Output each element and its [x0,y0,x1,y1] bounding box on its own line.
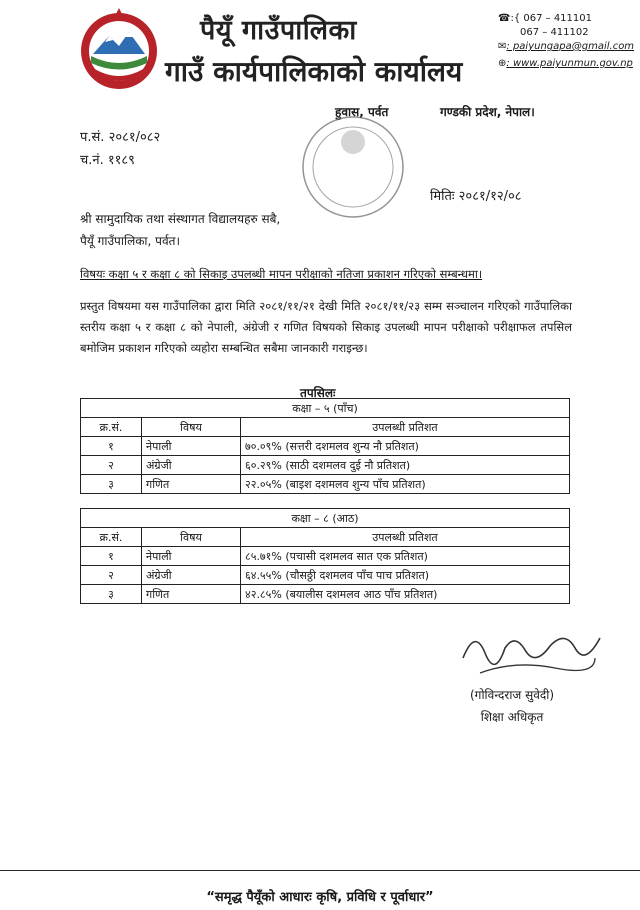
municipality-logo [76,6,162,96]
cell-subject: गणित [142,585,241,604]
phone-2: 067 – 411102 [520,27,589,38]
table-title: कक्षा – ५ (पाँच) [81,399,570,418]
subject-line: विषयः कक्षा ५ र कक्षा ८ को सिकाइ उपलब्धी मापन परीक्षाको नतिजा प्रकाशन गरिएको सम्बन्धमा। [80,267,483,281]
recipient-block [80,208,280,252]
cell-sn: ३ [81,585,142,604]
dispatch-number: च.नं. ११८९ [80,153,135,168]
globe-icon: ⊕ [498,58,507,69]
cell-sn: २ [81,566,142,585]
table-row [81,585,570,604]
col-header-percent: उपलब्धी प्रतिशत [241,418,570,437]
tapsil-heading: तपसिलः [300,386,336,400]
col-header-sn: क्र.सं. [81,418,142,437]
col-header-percent: उपलब्धी प्रतिशत [241,528,570,547]
letter-date: मितिः २०८१/१२/०८ [430,189,522,204]
results-table-grade-5 [80,398,570,494]
signature [455,618,605,692]
table-row [81,456,570,475]
cell-subject: नेपाली [142,437,241,456]
cell-subject: नेपाली [142,547,241,566]
recipient-line-1: श्री सामुदायिक तथा संस्थागत विद्यालयहरु सबै, [80,212,281,226]
footer-divider [0,870,640,871]
municipality-name: पैयूँ गाउँपालिका [200,15,357,46]
table-row [81,475,570,494]
cell-sn: १ [81,547,142,566]
footer-slogan: “समृद्ध पैयूँको आधारः कृषि, प्रविधि र पूर्वाधार” [206,890,434,905]
signer-name: (गोविन्दराज सुवेदी) [470,688,555,702]
col-header-sn: क्र.सं. [81,528,142,547]
table-title: कक्षा – ८ (आठ) [81,509,570,528]
cell-percent: २२.०५% (बाइश दशमलव शुन्य पाँच प्रतिशत) [241,475,570,494]
cell-subject: अंग्रेजी [142,566,241,585]
phone-icon: ☎: [498,13,514,24]
cell-percent: ६०.२९% (साठी दशमलव दुई नौ प्रतिशत) [241,456,570,475]
cell-sn: ३ [81,475,142,494]
email-link[interactable]: : paiyungapa@gmail.com [506,41,635,52]
cell-percent: ७०.०९% (सत्तरी दशमलव शुन्य नौ प्रतिशत) [241,437,570,456]
cell-percent: ४२.८५% (बयालीस दशमलव आठ पाँच प्रतिशत) [241,585,570,604]
results-table-grade-8 [80,508,570,604]
reference-number: प.सं. २०८१/०८२ [80,130,161,145]
cell-percent: ८५.७१% (पचासी दशमलव सात एक प्रतिशत) [241,547,570,566]
col-header-subject: विषय [142,418,241,437]
cell-sn: १ [81,437,142,456]
cell-percent: ६४.५५% (चौसठ्ठी दशमलव पाँच पाच प्रतिशत) [241,566,570,585]
col-header-subject: विषय [142,528,241,547]
office-address: हुवास, पर्वत [335,105,389,119]
website-link[interactable]: : www.paiyunmun.gov.np [506,58,633,69]
table-row [81,437,570,456]
table-row [81,547,570,566]
email-icon: ✉ [498,41,507,52]
province: गण्डकी प्रदेश, नेपाल। [440,105,535,119]
contact-block: ☎:{ 067 – 411101 067 – 411102 ✉: paiyungapa@gmail.com ⊕: www.paiyunmun.gov.np [498,13,635,69]
office-name: गाउँ कार्यपालिकाको कार्यालय [165,55,463,88]
cell-sn: २ [81,456,142,475]
cell-subject: अंग्रेजी [142,456,241,475]
cell-subject: गणित [142,475,241,494]
body-paragraph: प्रस्तुत विषयमा यस गाउँपालिका द्वारा मिति २०८१/११/२१ देखी मिति २०८१/११/२३ सम्म सञ्चालन गरिएको गाउँपालिका स्तरीय कक्षा ५ र कक्षा ८ को नेपाली, अंग्रेजी र गणित विषयको सिकाइ उपलब्धी मापन परीक्षाको परीक्षाफल तपसिल बमोजिम प्रकाशन गरिएको व्यहोरा सम्बन्धित सबैमा जानकारी गराइन्छ। [80,299,572,355]
table-row [81,566,570,585]
signer-title: शिक्षा अधिकृत [480,710,544,724]
phone-1: 067 – 411101 [523,13,592,24]
recipient-line-2: पैयूँ गाउँपालिका, पर्वत। [80,234,181,248]
office-stamp [298,112,408,226]
signer-block [470,684,554,728]
